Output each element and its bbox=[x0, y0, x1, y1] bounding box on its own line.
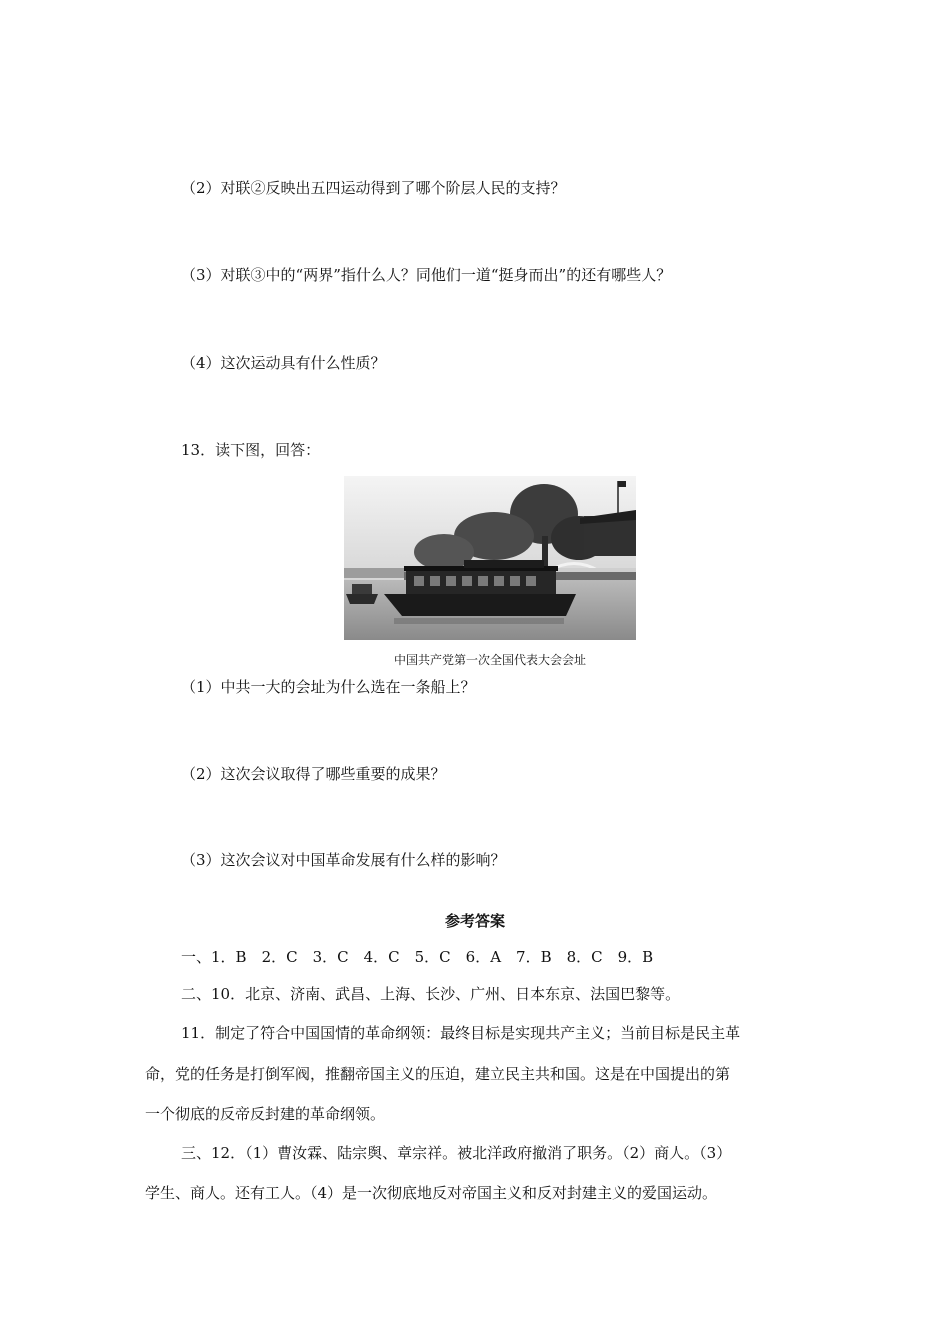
meeting-site-photo bbox=[344, 476, 636, 640]
answer-11-line1: 11．制定了符合中国国情的革命纲领：最终目标是实现共产主义；当前目标是民主革 bbox=[181, 1024, 741, 1042]
photo-caption: 中国共产党第一次全国代表大会会址 bbox=[393, 653, 586, 667]
question-12-4: （4）这次运动具有什么性质？ bbox=[181, 354, 386, 372]
question-12-2: （2）对联②反映出五四运动得到了哪个阶层人民的支持？ bbox=[181, 179, 566, 197]
question-13-3: （3）这次会议对中国革命发展有什么样的影响？ bbox=[181, 851, 506, 869]
question-12-3: （3）对联③中的“两界”指什么人？同他们一道“挺身而出”的还有哪些人？ bbox=[181, 266, 672, 284]
answer-part3-line1: 三、12．（1）曹汝霖、陆宗舆、章宗祥。被北洋政府撤消了职务。（2）商人。（3） bbox=[181, 1144, 732, 1162]
question-13-2: （2）这次会议取得了哪些重要的成果？ bbox=[181, 765, 446, 783]
answer-11-line2: 命，党的任务是打倒军阀，推翻帝国主义的压迫，建立民主共和国。这是在中国提出的第 bbox=[145, 1065, 731, 1083]
question-13-heading: 13．读下图，回答： bbox=[181, 441, 321, 459]
answer-part3-line2: 学生、商人。还有工人。（4）是一次彻底地反对帝国主义和反对封建主义的爱国运动。 bbox=[145, 1184, 718, 1202]
answers-part1: 一、1．B 2．C 3．C 4．C 5．C 6．A 7．B 8．C 9．B bbox=[181, 948, 654, 966]
answers-part2: 二、10．北京、济南、武昌、上海、长沙、广州、日本东京、法国巴黎等。 bbox=[181, 985, 681, 1003]
answer-11-line3: 一个彻底的反帝反封建的革命纲领。 bbox=[145, 1105, 386, 1123]
question-13-1: （1）中共一大的会址为什么选在一条船上？ bbox=[181, 678, 476, 696]
answers-title: 参考答案 bbox=[444, 912, 505, 930]
